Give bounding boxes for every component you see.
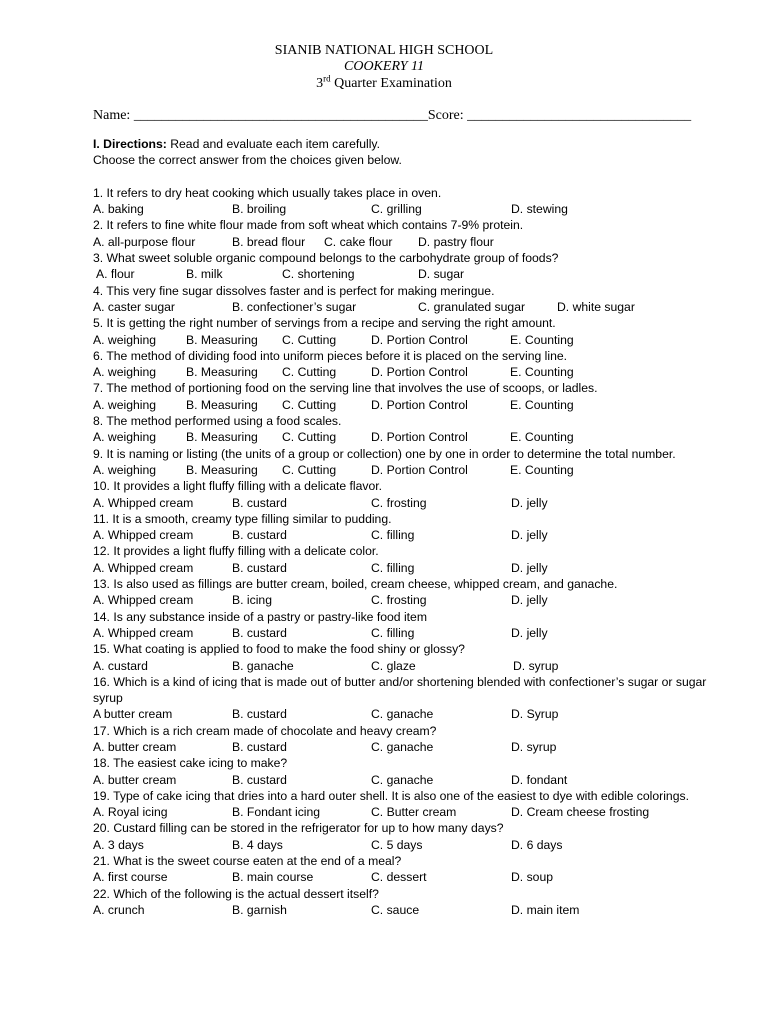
- answer-choice: B. garnish: [232, 902, 287, 917]
- answer-choice: A. 3 days: [93, 837, 144, 852]
- school-name: SIANIB NATIONAL HIGH SCHOOL: [274, 43, 494, 58]
- choice-row: [93, 869, 725, 885]
- question-text: 10. It provides a light fluffy filling with a delicate flavor.: [93, 479, 383, 494]
- answer-choice: A. custard: [93, 658, 148, 673]
- answer-choice: A. crunch: [93, 902, 145, 917]
- answer-choice: D. 6 days: [511, 837, 563, 852]
- question-list: [93, 185, 725, 918]
- answer-choice: A. flour: [96, 267, 135, 282]
- question-text: 1. It refers to dry heat cooking which usually takes place in oven.: [93, 185, 442, 200]
- answer-choice: D. Portion Control: [371, 332, 468, 347]
- choice-row: [93, 658, 725, 674]
- answer-choice: A. butter cream: [93, 772, 177, 787]
- answer-choice: D. soup: [511, 870, 554, 885]
- answer-choice: A. weighing: [93, 430, 157, 445]
- answer-choice: D. Portion Control: [371, 365, 468, 380]
- question-text: 21. What is the sweet course eaten at the end of a meal?: [93, 854, 402, 869]
- question-text: 13. Is also used as fillings are butter cream, boiled, cream cheese, whipped cream, and ganache.: [93, 577, 618, 592]
- answer-choice: B. custard: [232, 495, 287, 510]
- choice-row: [93, 364, 725, 380]
- answer-choice: B. Measuring: [186, 397, 258, 412]
- question-text: 17. Which is a rich cream made of chocolate and heavy cream?: [93, 723, 437, 738]
- exam-title: 3rd Quarter Examination: [316, 73, 452, 91]
- answer-choice: A. Whipped cream: [93, 593, 194, 608]
- question-text: 4. This very fine sugar dissolves faster and is perfect for making meringue.: [93, 283, 495, 298]
- question-text: 8. The method performed using a food scales.: [93, 414, 342, 429]
- question-text: 7. The method of portioning food on the serving line that involves the use of scoops, or ladles.: [93, 381, 598, 396]
- answer-choice: B. icing: [232, 593, 272, 608]
- answer-choice: A. weighing: [93, 365, 157, 380]
- answer-choice: A. baking: [93, 202, 144, 217]
- choice-row: [93, 592, 725, 608]
- answer-choice: B. Measuring: [186, 332, 258, 347]
- answer-choice: C. Cutting: [282, 430, 337, 445]
- answer-choice: B. Fondant icing: [232, 805, 321, 820]
- choice-row: [93, 837, 725, 853]
- answer-choice: B. main course: [232, 870, 314, 885]
- answer-choice: C. frosting: [371, 495, 427, 510]
- answer-choice: C. ganache: [371, 707, 434, 722]
- answer-choice: B. 4 days: [232, 837, 283, 852]
- answer-choice: D. Syrup: [511, 707, 559, 722]
- choice-row: [93, 625, 725, 641]
- choice-row: [93, 902, 725, 918]
- answer-choice: A. caster sugar: [93, 299, 175, 314]
- answer-choice: D. pastry flour: [418, 234, 494, 249]
- answer-choice: B. custard: [232, 739, 287, 754]
- answer-choice: D. jelly: [511, 528, 548, 543]
- question-text: 15. What coating is applied to food to make the food shiny or glossy?: [93, 642, 465, 657]
- question-text: 22. Which of the following is the actual dessert itself?: [93, 886, 379, 901]
- answer-choice: C. frosting: [371, 593, 427, 608]
- answer-choice: E. Counting: [510, 462, 574, 477]
- answer-choice: E. Counting: [510, 397, 574, 412]
- answer-choice: D. jelly: [511, 560, 548, 575]
- answer-choice: A. Whipped cream: [93, 560, 194, 575]
- name-score-line: Name: __________________________________________Score: ________________________________: [93, 108, 692, 123]
- answer-choice: D. syrup: [513, 658, 559, 673]
- answer-choice: B. Measuring: [186, 365, 258, 380]
- choice-row: [93, 804, 725, 820]
- answer-choice: C. Cutting: [282, 332, 337, 347]
- answer-choice: A. first course: [93, 870, 168, 885]
- question-text: 14. Is any substance inside of a pastry or pastry-like food item: [93, 609, 427, 624]
- answer-choice: C. filling: [371, 528, 415, 543]
- answer-choice: C. ganache: [371, 739, 434, 754]
- answer-choice: C. Cutting: [282, 462, 337, 477]
- answer-choice: D. Cream cheese frosting: [511, 805, 650, 820]
- answer-choice: B. Measuring: [186, 430, 258, 445]
- answer-choice: D. Portion Control: [371, 462, 468, 477]
- answer-choice: B. custard: [232, 707, 287, 722]
- answer-choice: D. stewing: [511, 202, 568, 217]
- answer-choice: B. custard: [232, 625, 287, 640]
- answer-choice: D. Portion Control: [371, 397, 468, 412]
- answer-choice: C. 5 days: [371, 837, 423, 852]
- answer-choice: C. filling: [371, 560, 415, 575]
- question-text: 6. The method of dividing food into uniform pieces before it is placed on the serving line.: [93, 348, 568, 363]
- question-text: 20. Custard filling can be stored in the refrigerator for up to how many days?: [93, 821, 504, 836]
- question-text: 18. The easiest cake icing to make?: [93, 756, 288, 771]
- answer-choice: C. Cutting: [282, 397, 337, 412]
- answer-choice: C. granulated sugar: [418, 299, 526, 314]
- answer-choice: B. bread flour: [232, 234, 306, 249]
- answer-choice: C. ganache: [371, 772, 434, 787]
- answer-choice: B. milk: [186, 267, 223, 282]
- question-text: 5. It is getting the right number of servings from a recipe and serving the right amount.: [93, 316, 556, 331]
- answer-choice: A. butter cream: [93, 739, 177, 754]
- answer-choice: A. Whipped cream: [93, 528, 194, 543]
- answer-choice: D. Portion Control: [371, 430, 468, 445]
- answer-choice: D. jelly: [511, 593, 548, 608]
- answer-choice: C. sauce: [371, 902, 420, 917]
- answer-choice: A. weighing: [93, 397, 157, 412]
- answer-choice: D. jelly: [511, 495, 548, 510]
- answer-choice: A. Whipped cream: [93, 625, 194, 640]
- exam-body: [93, 136, 725, 918]
- answer-choice: C. Butter cream: [371, 805, 457, 820]
- answer-choice: B. custard: [232, 528, 287, 543]
- question-text: 2. It refers to fine white flour made from soft wheat which contains 7-9% protein.: [93, 218, 524, 233]
- answer-choice: B. Measuring: [186, 462, 258, 477]
- answer-choice: A. Royal icing: [93, 805, 168, 820]
- answer-choice: C. glaze: [371, 658, 416, 673]
- choice-row: [93, 201, 725, 217]
- answer-choice: B. custard: [232, 772, 287, 787]
- choice-row: [93, 560, 725, 576]
- answer-choice: C. dessert: [371, 870, 427, 885]
- choice-row: [93, 266, 725, 282]
- answer-choice: B. broiling: [232, 202, 287, 217]
- answer-choice: D. fondant: [511, 772, 568, 787]
- question-text: 9. It is naming or listing (the units of a group or collection) one by one in order to determine the total number.: [93, 446, 676, 461]
- answer-choice: C. grilling: [371, 202, 422, 217]
- directions: I. Directions: Read and evaluate each item carefully.: [93, 137, 381, 151]
- choice-row: [93, 706, 725, 722]
- answer-choice: C. cake flour: [324, 234, 393, 249]
- choice-row: [93, 429, 725, 445]
- choice-row: [93, 299, 725, 315]
- choice-row: [93, 332, 725, 348]
- answer-choice: C. filling: [371, 625, 415, 640]
- answer-choice: B. ganache: [232, 658, 294, 673]
- answer-choice: B. confectioner’s sugar: [232, 299, 357, 314]
- answer-choice: A butter cream: [93, 707, 173, 722]
- answer-choice: E. Counting: [510, 430, 574, 445]
- answer-choice: A. weighing: [93, 462, 157, 477]
- answer-choice: D. syrup: [511, 739, 557, 754]
- answer-choice: D. white sugar: [557, 299, 635, 314]
- choice-row: [93, 527, 725, 543]
- answer-choice: D. sugar: [418, 267, 465, 282]
- answer-choice: D. jelly: [511, 625, 548, 640]
- question-text: 11. It is a smooth, creamy type filling similar to pudding.: [93, 511, 392, 526]
- choice-row: [93, 462, 725, 478]
- question-text: 16. Which is a kind of icing that is made out of butter and/or shortening blended with confectioner’s sugar or sugar syrup: [93, 674, 707, 706]
- question-text: 19. Type of cake icing that dries into a hard outer shell. It is also one of the easiest to dye with edible colorings.: [93, 788, 689, 803]
- answer-choice: E. Counting: [510, 332, 574, 347]
- choice-row: [93, 495, 725, 511]
- answer-choice: B. custard: [232, 560, 287, 575]
- choice-row: [93, 739, 725, 755]
- answer-choice: A. weighing: [93, 332, 157, 347]
- directions-line-2: Choose the correct answer from the choices given below.: [93, 153, 402, 168]
- choice-row: [93, 772, 725, 788]
- answer-choice: A. all-purpose flour: [93, 234, 196, 249]
- answer-choice: E. Counting: [510, 365, 574, 380]
- answer-choice: A. Whipped cream: [93, 495, 194, 510]
- choice-row: [93, 234, 725, 250]
- choice-row: [93, 397, 725, 413]
- subject-title: COOKERY 11: [344, 59, 424, 74]
- answer-choice: D. main item: [511, 902, 580, 917]
- question-text: 3. What sweet soluble organic compound belongs to the carbohydrate group of foods?: [93, 251, 559, 266]
- question-text: 12. It provides a light fluffy filling with a delicate color.: [93, 544, 379, 559]
- answer-choice: C. shortening: [282, 267, 355, 282]
- answer-choice: C. Cutting: [282, 365, 337, 380]
